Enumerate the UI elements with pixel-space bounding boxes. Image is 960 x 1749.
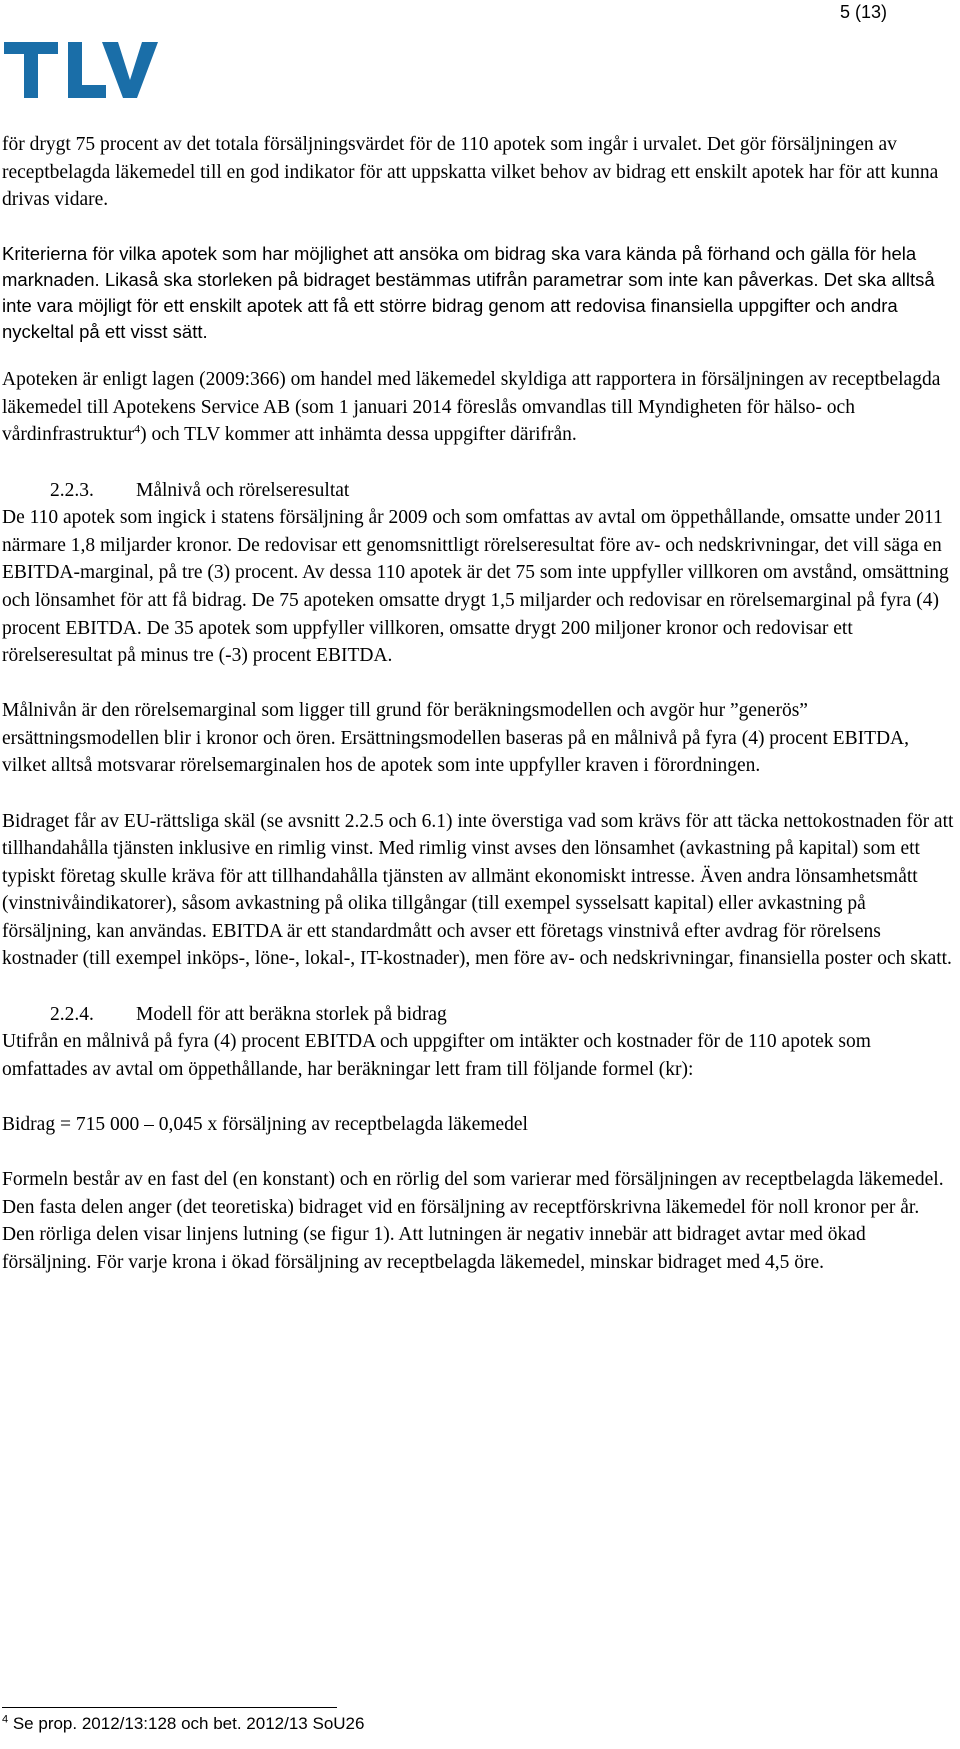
paragraph-formula-explanation: Formeln består av en fast del (en konstant) och en rörlig del som varierar med försäljningen av receptbelagda läkemedel. Den fasta delen anger (det teoretiska) bidraget vid en försäljning av receptförskrivna läkemedel för noll kronor per år. Den rörliga delen visar linjens lutning (se figur 1). Att lutningen är negativ innebär att bidraget avtar med ökad försäljning. För varje krona i ökad försäljning av receptbelagda läkemedel, minskar bidraget med 4,5 öre. bbox=[2, 1168, 944, 1273]
page-number: 5 (13) bbox=[839, 2, 887, 22]
footnote-reference: 4 bbox=[134, 421, 141, 436]
paragraph-pharmacy-results: De 110 apotek som ingick i statens försäljning år 2009 och som omfattas av avtal om öppethållande, omsatte under 2011 närmare 1,8 miljarder kronor. De redovisar ett genomsnittligt rörelseresultat före av- och nedskrivningar, det vill säga en EBITDA-marginal, på tre (3) procent. Av dessa 110 apotek är det 75 som inte uppfyller villkoren om avstånd, omsättning och lönsamhet för att få bidrag. De 75 apoteken omsatte drygt 1,5 miljarder och redovisar en rörelsemarginal på fyra (4) procent EBITDA. De 35 apotek som uppfyller villkoren, omsatte drygt 200 miljoner kronor och redovisar ett rörelseresultat på minus tre (-3) procent EBITDA. bbox=[2, 507, 949, 667]
paragraph-criteria bbox=[2, 241, 954, 345]
footnote bbox=[2, 1712, 364, 1736]
paragraph-reporting bbox=[2, 366, 954, 449]
section-number: 2.2.3. bbox=[50, 479, 94, 501]
paragraph-eu-rules: Bidraget får av EU-rättsliga skäl (se avsnitt 2.2.5 och 6.1) inte överstiga vad som krävs för att täcka nettokostnaden för att tillhandahålla tjänsten inklusive en rimlig vinst. Med rimlig vinst avses den lönsamhet (avkastning på kapital) som ett typiskt företag skulle kräva för att tillhandahålla tjänsten av allmänt ekonomiskt intresse. Även andra lönsamhetsmått (vinstnivåindikatorer), såsom avkastning på olika tillgångar (till exempel sysselsatt kapital) eller avkastning på försäljning, kan användas. EBITDA är ett standardmått och avser ett företags vinstnivå efter avdrag för rörelsens kostnader (till exempel inköps-, löne-, lokal-, IT-kostnader), men före av- och nedskrivningar, finansiella poster och skatt. bbox=[2, 810, 954, 970]
section-heading-2-2-3 bbox=[2, 477, 954, 505]
footnote-marker: 4 bbox=[2, 1713, 9, 1726]
section-2-2-4 bbox=[2, 1001, 954, 1084]
section-2-2-3 bbox=[2, 477, 954, 670]
reporting-text-end: ) och TLV kommer att inhämta dessa uppgifter därifrån. bbox=[140, 424, 577, 446]
criteria-sentence: Kriterierna för vilka apotek som har möjlighet att ansöka om bidrag ska vara kända på förhand och gälla för hela marknaden. bbox=[2, 243, 917, 291]
paragraph-model-intro: Utifrån en målnivå på fyra (4) procent EBITDA och uppgifter om intäkter och kostnader för de 110 apotek som omfattades av avtal om öppethållande, har beräkningar lett fram till följande formel (kr): bbox=[2, 1031, 871, 1080]
footnote-divider bbox=[2, 1707, 337, 1708]
section-title: Målnivå och rörelseresultat bbox=[136, 479, 350, 501]
document-body bbox=[2, 131, 954, 1304]
section-heading-2-2-4 bbox=[2, 1001, 954, 1029]
reporting-text: Apoteken är enligt lagen (2009:366) om handel med läkemedel skyldiga att rapportera in försäljningen av receptbelagda läkemedel till Apotekens Service AB (som 1 januari 2014 föreslås omvandlas till Myndigheten för hälso- och vårdinfrastruktur bbox=[2, 369, 941, 446]
paragraph-sales-share: för drygt 75 procent av det totala försäljningsvärdet för de 110 apotek som ingår i urvalet. Det gör försäljningen av receptbelagda läkemedel till en god indikator för att uppskatta vilket behov av bidrag ett enskilt apotek har för att kunna drivas vidare. bbox=[2, 134, 939, 211]
section-title: Modell för att beräkna storlek på bidrag bbox=[136, 1003, 447, 1025]
paragraph-target-level: Målnivån är den rörelsemarginal som ligger till grund för beräkningsmodellen och avgör hur ”generös” ersättningsmodellen blir i kronor och ören. Ersättningsmodellen baseras på en målnivå på fyra (4) procent EBITDA, vilket alltså motsvarar rörelsemarginalen hos de apotek som inte uppfyller kraven i förordningen. bbox=[2, 700, 910, 777]
tlv-logo bbox=[2, 40, 162, 112]
criteria-continuation: Likaså ska storleken på bidraget bestämmas utifrån parametrar som inte kan påverkas. Det ska alltså inte vara möjligt för ett enskilt apotek att få ett större bidrag genom att redovisa finansiella uppgifter och andra nyckeltal på ett visst sätt. bbox=[2, 269, 935, 343]
section-number: 2.2.4. bbox=[50, 1003, 94, 1025]
formula: Bidrag = 715 000 – 0,045 x försäljning av receptbelagda läkemedel bbox=[2, 1113, 528, 1135]
footnote-text: Se prop. 2012/13:128 och bet. 2012/13 SoU26 bbox=[8, 1714, 365, 1733]
